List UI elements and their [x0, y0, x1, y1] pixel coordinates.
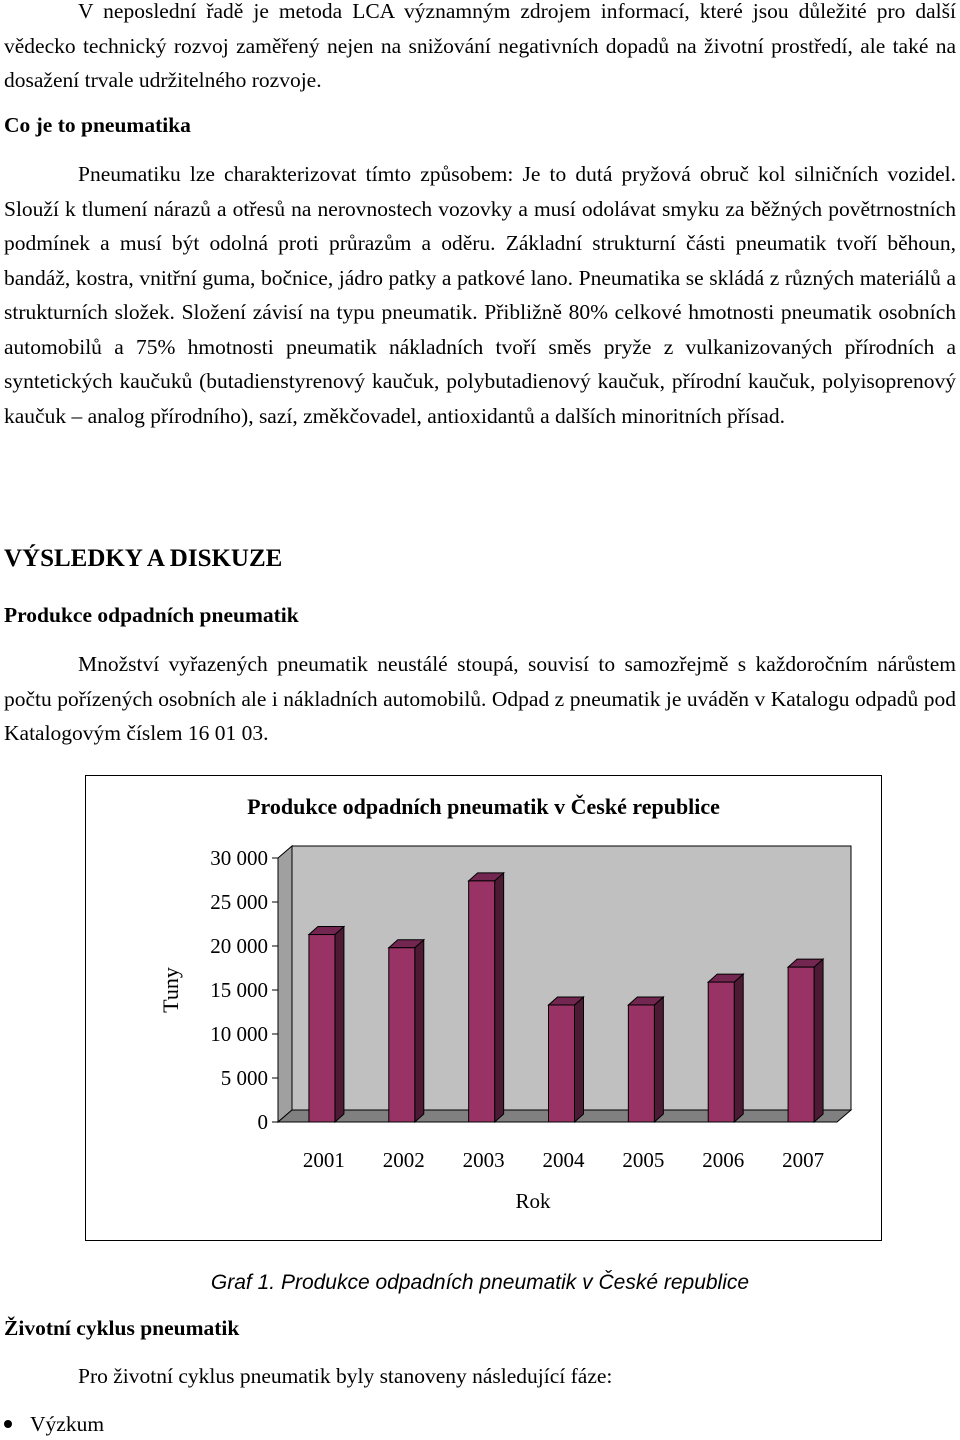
- bar-side: [654, 997, 663, 1122]
- bar: [549, 1005, 575, 1122]
- x-axis-label: Rok: [515, 1189, 551, 1213]
- y-tick-label: 0: [257, 1110, 268, 1134]
- results-subheading: Produkce odpadních pneumatik: [4, 603, 299, 627]
- y-tick-label: 15 000: [210, 978, 268, 1002]
- bar-side: [335, 927, 344, 1122]
- bar: [389, 948, 415, 1122]
- bar-side: [814, 959, 823, 1122]
- pneumatika-paragraph: Pneumatiku lze charakterizovat tímto způsobem: Je to dutá pryžová obruč kol silničních vozidel. Slouží k tlumení nárazů a otřesů na nerovnostech vozovky a musí odolávat smyku za běžných povětrnostních podmínek a musí být odolná proti průrazům a oděru. Základní strukturní části pneumatik tvoří běhoun, bandáž, kostra, vnitřní guma, bočnice, jádro patky a patkové lano. Pneumatika se skládá z různých materiálů a strukturních složek. Složení závisí na typu pneumatik. Přibližně 80% celkové hmotnosti pneumatik osobních automobilů a 75% hmotnosti pneumatik nákladních tvoří směs pryže z vulkanizovaných přírodních a syntetických kaučuků (butadienstyrenový kaučuk, polybutadienový kaučuk, přírodní kaučuk, polyisoprenový kaučuk – analog přírodního), sazí, změkčovadel, antioxidantů a dalších minoritních přísad.: [4, 162, 956, 428]
- y-tick-label: 5 000: [220, 1066, 268, 1090]
- section-heading-pneumatika: Co je to pneumatika: [4, 113, 191, 137]
- bar-chart: [86, 776, 881, 1240]
- x-tick-label: 2001: [302, 1148, 345, 1172]
- chart-frame: [85, 775, 882, 1241]
- lifecycle-heading: Životní cyklus pneumatik: [4, 1316, 240, 1340]
- x-tick-label: 2003: [462, 1148, 505, 1172]
- list-item-text: Výzkum: [30, 1412, 105, 1436]
- y-tick-label: 25 000: [210, 890, 268, 914]
- bar-side: [575, 997, 584, 1122]
- x-tick-label: 2005: [622, 1148, 665, 1172]
- bar-side: [495, 873, 504, 1122]
- bar: [708, 982, 734, 1122]
- bar-side: [415, 940, 424, 1122]
- chart-title: Produkce odpadních pneumatik v České republice: [247, 794, 720, 819]
- y-tick-label: 30 000: [210, 846, 268, 870]
- chart-caption: Graf 1. Produkce odpadních pneumatik v České republice: [210, 1271, 750, 1294]
- x-tick-label: 2007: [782, 1148, 825, 1172]
- bullet-icon: [4, 1420, 12, 1428]
- bar: [788, 967, 814, 1122]
- bar: [469, 881, 495, 1122]
- y-axis-label: Tuny: [158, 967, 183, 1013]
- bar-side: [734, 974, 743, 1122]
- x-tick-label: 2002: [382, 1148, 425, 1172]
- x-tick-label: 2004: [542, 1148, 585, 1172]
- lifecycle-paragraph: Pro životní cyklus pneumatik byly stanoveny následující fáze:: [78, 1364, 613, 1388]
- y-tick-label: 10 000: [210, 1022, 268, 1046]
- list-item: [0, 1412, 104, 1437]
- y-tick-label: 20 000: [210, 934, 268, 958]
- chart-side-wall: [278, 846, 292, 1122]
- bar: [309, 935, 335, 1122]
- results-heading: VÝSLEDKY A DISKUZE: [4, 545, 283, 572]
- results-paragraph: Množství vyřazených pneumatik neustálé stoupá, souvisí to samozřejmě s každoročním nárůstem počtu pořízených osobních ale i nákladních automobilů. Odpad z pneumatik je uváděn v Katalogu odpadů pod Katalogovým číslem 16 01 03.: [4, 652, 956, 745]
- intro-paragraph: V neposlední řadě je metoda LCA významným zdrojem informací, které jsou důležité pro další vědecko technický rozvoj zaměřený nejen na snižování negativních dopadů na životní prostředí, ale také na dosažení trvale udržitelného rozvoje.: [4, 0, 956, 92]
- bar: [628, 1005, 654, 1122]
- x-tick-label: 2006: [702, 1148, 745, 1172]
